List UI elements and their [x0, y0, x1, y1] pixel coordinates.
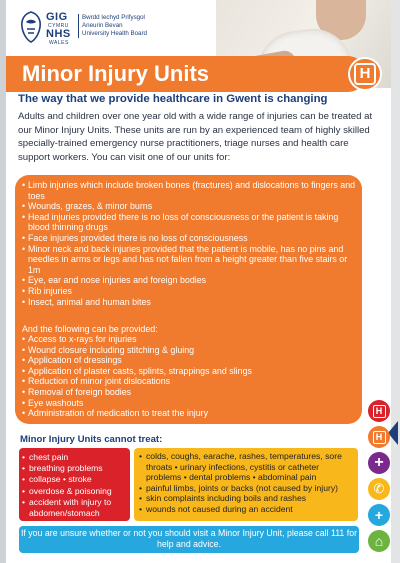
list-item: • Insect, animal and human bites	[22, 297, 357, 308]
list-item: • Application of dressings	[22, 355, 357, 366]
list-item: • Head injuries provided there is no loss of consciousness or the patient is taking blood thinning drugs	[22, 212, 357, 233]
list-item: • colds, coughs, earache, rashes, temperatures, sore throats • urinary infections, cystitis or catheter problems • dental problems • abdominal pain	[139, 451, 355, 483]
list-item: • collapse • stroke	[22, 474, 128, 485]
hospital-red-icon: H	[368, 400, 390, 422]
page-title: Minor Injury Units	[22, 61, 209, 86]
right-margin	[391, 0, 400, 563]
logo-nhs-text: NHS	[46, 28, 71, 40]
hospital-orange-icon: H	[368, 426, 390, 448]
logo-wales-text: WALES	[49, 40, 69, 46]
list-item: • Face injuries provided there is no loss of consciousness	[22, 233, 357, 244]
list-item: • Reduction of minor joint dislocations	[22, 376, 357, 387]
list-item: • Wounds, grazes, & minor burns	[22, 201, 357, 212]
call-plus-icon: +	[368, 504, 390, 526]
list-item: • Eye washouts	[22, 398, 357, 409]
list-item: • Administration of medication to treat the injury	[22, 408, 357, 419]
list-item: • Access to x-rays for injuries	[22, 334, 357, 345]
emergency-list	[22, 452, 128, 519]
logo-cymru-text: CYMRU	[48, 23, 69, 29]
advice-text: If you are unsure whether or not you should visit a Minor Injury Unit, please call 111 for help and advice.	[20, 528, 358, 549]
list-item: • painful limbs, joints or backs (not caused by injury)	[139, 483, 355, 494]
provided-heading: And the following can be provided:	[22, 324, 158, 334]
list-item: • skin complaints including boils and rashes	[139, 493, 355, 504]
health-board-name: Bwrdd Iechyd Prifysgol Aneurin Bevan University Health Board	[78, 14, 158, 38]
pharmacy-cross-icon: +	[368, 452, 390, 474]
list-item: • Removal of foreign bodies	[22, 387, 357, 398]
list-item: • Eye, ear and nose injuries and foreign bodies	[22, 275, 357, 286]
nhs-wales-logo	[18, 10, 148, 50]
can-treat-list	[22, 180, 357, 307]
list-item: • wounds not caused during an accident	[139, 504, 355, 515]
phone-icon: ✆	[368, 478, 390, 500]
list-item: • accident with injury to abdomen/stomach	[22, 497, 128, 519]
list-item: • breathing problems	[22, 463, 128, 474]
home-health-icon: ⌂	[368, 530, 390, 552]
list-item: • chest pain	[22, 452, 128, 463]
provided-list	[22, 334, 357, 419]
logo-gig-text: GIG	[46, 11, 68, 23]
subtitle: The way that we provide healthcare in Gwent is changing	[18, 93, 328, 105]
gp-list	[139, 451, 355, 514]
list-item: • Limb injuries which include broken bones (fractures) and dislocations to fingers and toes	[22, 180, 357, 201]
welsh-emblem-icon	[18, 10, 44, 44]
list-item: • Wound closure including stitching & gluing	[22, 345, 357, 356]
hospital-h-icon: H	[348, 57, 382, 91]
list-item: • Application of plaster casts, splints, strappings and slings	[22, 366, 357, 377]
list-item: • overdose & poisoning	[22, 486, 128, 497]
intro-paragraph: Adults and children over one year old with a wide range of injuries can be treated at our Minor Injury Units. These units are run by an experienced team of highly skilled specially-trained emergency nurse practitioners, triage nurses and health care support workers. You can visit one of our units for:	[18, 111, 373, 163]
list-item: • Minor neck and back injuries provided that the patient is mobile, has no pins and needles in arms or legs and has not fallen from a height greater than five stairs or 1m	[22, 244, 357, 276]
cannot-treat-heading: Minor Injury Units cannot treat:	[20, 434, 163, 445]
list-item: • Rib injuries	[22, 286, 357, 297]
